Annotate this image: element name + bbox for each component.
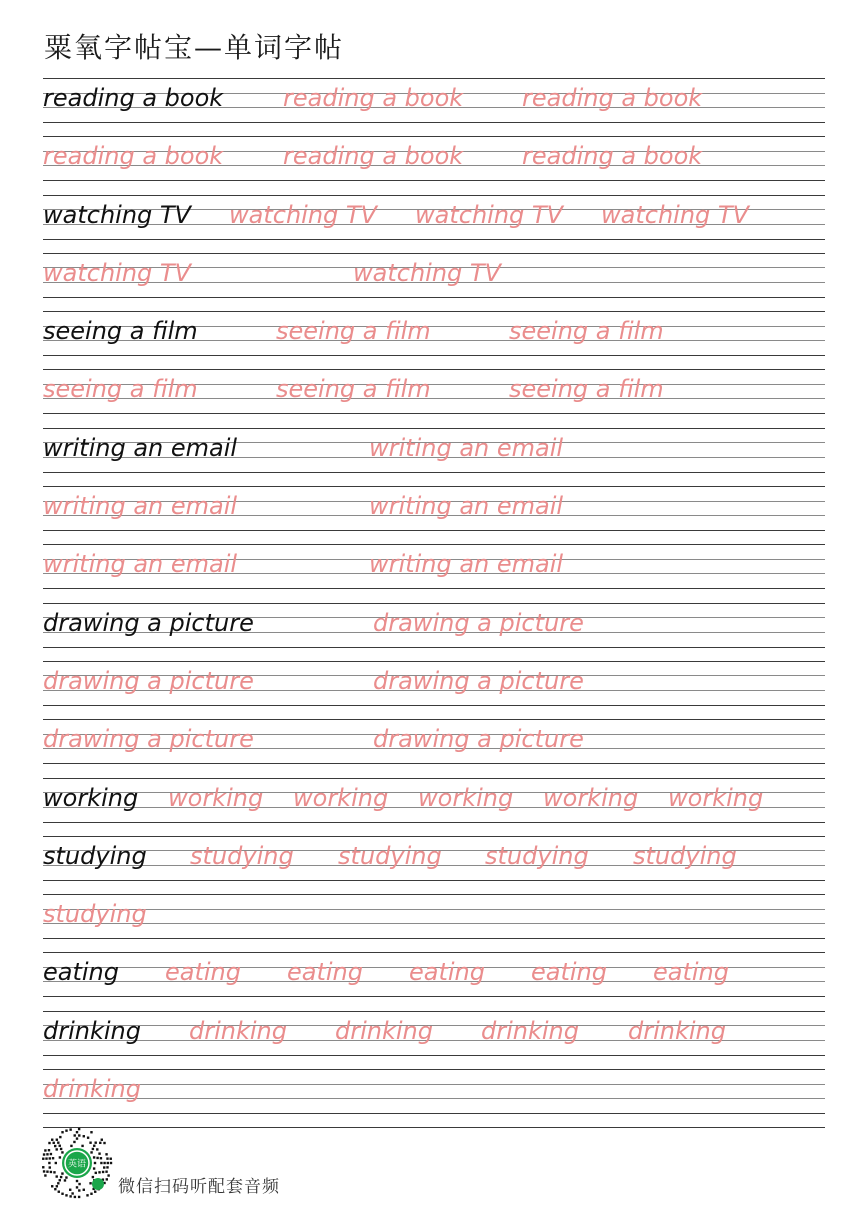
trace-word: reading a book: [283, 142, 464, 171]
trace-word: reading a book: [522, 142, 703, 171]
trace-word: reading a book: [43, 142, 224, 171]
qr-badge-label: 英语: [67, 1159, 87, 1170]
trace-word: writing an email: [369, 433, 564, 462]
trace-word: eating: [409, 958, 485, 987]
model-word: reading a book: [43, 84, 224, 112]
trace-word: watching TV: [229, 200, 377, 229]
ruled-line: [43, 778, 825, 779]
writing-row: [43, 836, 825, 894]
ruled-line: [43, 763, 825, 764]
footer: [40, 1126, 440, 1201]
ruled-line: [43, 822, 825, 823]
ruled-line: [43, 647, 825, 648]
ruled-line: [43, 705, 825, 706]
model-word: working: [43, 783, 139, 812]
trace-word: writing an email: [43, 492, 238, 521]
trace-word: drawing a picture: [373, 608, 584, 637]
ruled-line: [43, 544, 825, 545]
trace-word: watching TV: [415, 200, 563, 229]
ruled-line: [43, 938, 825, 939]
ruled-line: [43, 588, 825, 589]
writing-row: [43, 719, 825, 777]
writing-row: [43, 1069, 825, 1127]
ruled-line: [43, 909, 825, 910]
trace-word: eating: [165, 958, 241, 987]
trace-word: drinking: [628, 1016, 726, 1045]
writing-row: [43, 311, 825, 369]
trace-word: studying: [485, 841, 589, 870]
writing-row: [43, 661, 825, 719]
ruled-line: [43, 253, 825, 254]
ruled-line: [43, 239, 825, 240]
ruled-line: [43, 530, 825, 531]
scan-caption: 微信扫码听配套音频: [118, 1177, 280, 1197]
ruled-line: [43, 122, 825, 123]
ruled-line: [43, 1055, 825, 1056]
ruled-line: [43, 880, 825, 881]
model-word: studying: [43, 841, 147, 870]
trace-word: writing an email: [369, 492, 564, 521]
ruled-line: [43, 603, 825, 604]
trace-word: drinking: [481, 1016, 579, 1045]
trace-word: drawing a picture: [43, 666, 254, 695]
ruled-line: [43, 719, 825, 720]
writing-row: [43, 486, 825, 544]
ruled-line: [43, 369, 825, 370]
trace-word: working: [668, 783, 764, 812]
ruled-line: [43, 413, 825, 414]
ruled-line: [43, 311, 825, 312]
writing-row: [43, 1011, 825, 1069]
writing-row: [43, 952, 825, 1010]
trace-word: working: [293, 783, 389, 812]
trace-word: writing an email: [43, 550, 238, 579]
ruled-line: [43, 428, 825, 429]
trace-word: studying: [633, 841, 737, 870]
writing-row: [43, 78, 825, 136]
trace-word: watching TV: [43, 258, 191, 287]
page-title: 粟氧字帖宝—单词字帖: [44, 31, 345, 64]
ruled-line: [43, 1098, 825, 1099]
ruled-line: [43, 180, 825, 181]
trace-word: reading a book: [522, 84, 703, 112]
trace-word: studying: [190, 841, 294, 870]
ruled-line: [43, 894, 825, 895]
ruled-line: [43, 661, 825, 662]
handwriting-grid: [43, 78, 825, 1127]
trace-word: seeing a film: [509, 317, 664, 346]
trace-word: eating: [531, 958, 607, 987]
trace-word: studying: [43, 900, 147, 929]
trace-word: reading a book: [283, 84, 464, 112]
writing-row: [43, 544, 825, 602]
model-word: drawing a picture: [43, 608, 254, 637]
model-word: watching TV: [43, 200, 191, 229]
ruled-line: [43, 1084, 825, 1085]
writing-row: [43, 253, 825, 311]
trace-word: watching TV: [353, 258, 501, 287]
trace-word: seeing a film: [276, 317, 431, 346]
writing-row: [43, 428, 825, 486]
trace-word: seeing a film: [276, 375, 431, 404]
trace-word: seeing a film: [43, 375, 198, 404]
ruled-line: [43, 923, 825, 924]
trace-word: watching TV: [601, 200, 749, 229]
trace-word: writing an email: [369, 550, 564, 579]
ruled-line: [43, 297, 825, 298]
writing-row: [43, 778, 825, 836]
writing-row: [43, 136, 825, 194]
model-word: seeing a film: [43, 317, 198, 346]
trace-word: drinking: [43, 1075, 141, 1104]
trace-word: working: [168, 783, 264, 812]
trace-word: working: [543, 783, 639, 812]
ruled-line: [43, 136, 825, 137]
writing-row: [43, 369, 825, 427]
writing-row: [43, 603, 825, 661]
trace-word: drawing a picture: [373, 725, 584, 754]
ruled-line: [43, 996, 825, 997]
trace-word: working: [418, 783, 514, 812]
model-word: eating: [43, 958, 119, 987]
qr-code-icon[interactable]: [40, 1126, 114, 1200]
ruled-line: [43, 1069, 825, 1070]
ruled-line: [43, 486, 825, 487]
trace-word: drawing a picture: [43, 725, 254, 754]
ruled-line: [43, 472, 825, 473]
trace-word: drinking: [335, 1016, 433, 1045]
trace-word: drinking: [189, 1016, 287, 1045]
ruled-line: [43, 195, 825, 196]
ruled-line: [43, 836, 825, 837]
trace-word: seeing a film: [509, 375, 664, 404]
model-word: writing an email: [43, 433, 238, 462]
writing-row: [43, 195, 825, 253]
trace-word: eating: [287, 958, 363, 987]
ruled-line: [43, 1113, 825, 1114]
writing-row: [43, 894, 825, 952]
model-word: drinking: [43, 1016, 141, 1045]
ruled-line: [43, 1011, 825, 1012]
ruled-line: [43, 355, 825, 356]
ruled-line: [43, 78, 825, 79]
ruled-line: [43, 952, 825, 953]
trace-word: studying: [338, 841, 442, 870]
trace-word: eating: [653, 958, 729, 987]
trace-word: drawing a picture: [373, 666, 584, 695]
